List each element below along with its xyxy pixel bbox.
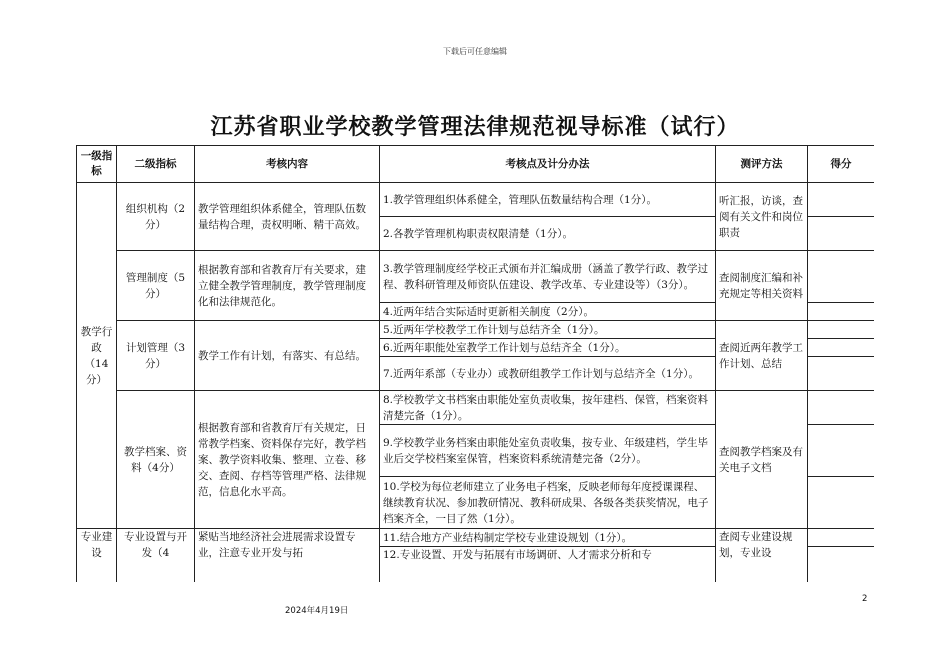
document-title: 江苏省职业学校教学管理法律规范视导标准（试行） <box>210 114 740 140</box>
header-points: 考核点及计分办法 <box>380 146 716 183</box>
header-content: 考核内容 <box>195 146 380 183</box>
table-row <box>77 529 875 547</box>
header-score: 得分 <box>808 146 875 183</box>
header-note: 下载后可任意编辑 <box>443 47 507 56</box>
content-cell: 教学管理组织体系健全，管理队伍数量结构合理，责权明晰、精干高效。 <box>195 183 380 251</box>
method-cell: 查阅教学档案及有关电子文档 <box>716 391 808 529</box>
point-cell: 5.近两年学校教学工作计划与总结齐全（1分）。 <box>380 321 716 339</box>
content-cell: 教学工作有计划，有落实、有总结。 <box>195 321 380 391</box>
point-cell: 4.近两年结合实际适时更新相关制度（2分）。 <box>380 303 716 321</box>
level2-cell: 教学档案、资料（4分） <box>117 391 195 529</box>
score-cell[interactable] <box>808 529 875 547</box>
level2-cell: 专业设置与开发（4 <box>117 529 195 583</box>
standards-table-area <box>76 145 874 582</box>
page-number: 2 <box>862 594 868 604</box>
table-header-row <box>77 146 875 183</box>
content-cell: 根据教育部和省教育厅有关要求，建立健全教学管理制度，教学管理制度化和法律规范化。 <box>195 251 380 321</box>
point-cell: 10.学校为每位老师建立了业务电子档案，反映老师每年度授课课程、继续教育状况、参加教研情况、教科研成果、各级各类获奖情况，电子档案齐全，一目了然（1分）。 <box>380 477 716 529</box>
method-cell: 听汇报，访谈，查阅有关文件和岗位职责 <box>716 183 808 251</box>
method-cell: 查阅专业建设规划，专业设 <box>716 529 808 583</box>
content-cell: 紧贴当地经济社会进展需求设置专业，注意专业开发与拓 <box>195 529 380 583</box>
level2-cell: 管理制度（5分） <box>117 251 195 321</box>
table-row <box>77 321 875 339</box>
score-cell[interactable] <box>808 547 875 583</box>
score-cell[interactable] <box>808 183 875 217</box>
score-cell[interactable] <box>808 339 875 357</box>
point-cell: 8.学校教学文书档案由职能处室负责收集，按年建档、保管，档案资料清楚完备（1分）。 <box>380 391 716 425</box>
standards-table <box>76 145 874 582</box>
score-cell[interactable] <box>808 321 875 339</box>
point-cell: 7.近两年系部（专业办）或教研组教学工作计划与总结齐全（1分）。 <box>380 357 716 391</box>
table-row <box>77 251 875 303</box>
point-cell: 1.教学管理组织体系健全，管理队伍数量结构合理（1分）。 <box>380 183 716 217</box>
footer-date: 2024年4月19日 <box>285 606 349 616</box>
level2-cell: 组织机构（2分） <box>117 183 195 251</box>
point-cell: 11.结合地方产业结构制定学校专业建设规划（1分）。 <box>380 529 716 547</box>
point-cell: 6.近两年职能处室教学工作计划与总结齐全（1分）。 <box>380 339 716 357</box>
score-cell[interactable] <box>808 425 875 477</box>
score-cell[interactable] <box>808 303 875 321</box>
level2-cell: 计划管理（3分） <box>117 321 195 391</box>
point-cell: 3.教学管理制度经学校正式颁布并汇编成册（涵盖了教学行政、教学过程、教科研管理及师资队伍建设、教学改革、专业建设等）（3分）。 <box>380 251 716 303</box>
score-cell[interactable] <box>808 391 875 425</box>
score-cell[interactable] <box>808 251 875 303</box>
header-method: 测评方法 <box>716 146 808 183</box>
content-cell: 根据教育部和省教育厅有关规定，日常教学档案、资料保存完好，教学档案、教学资料收集、整理、立卷、移交、查阅、存档等管理严格、法律规范，信息化水平高。 <box>195 391 380 529</box>
point-cell: 12.专业设置、开发与拓展有市场调研、人才需求分析和专 <box>380 547 716 583</box>
method-cell: 查阅近两年教学工作计划、总结 <box>716 321 808 391</box>
score-cell[interactable] <box>808 477 875 529</box>
level1-cell: 教学行政（14分） <box>77 183 117 529</box>
score-cell[interactable] <box>808 217 875 251</box>
header-level2: 二级指标 <box>117 146 195 183</box>
score-cell[interactable] <box>808 357 875 391</box>
point-cell: 2.各教学管理机构职责权限清楚（1分）。 <box>380 217 716 251</box>
header-level1: 一级指标 <box>77 146 117 183</box>
method-cell: 查阅制度汇编和补充规定等相关资料 <box>716 251 808 321</box>
level1-cell: 专业建设 <box>77 529 117 583</box>
point-cell: 9.学校教学业务档案由职能处室负责收集，按专业、年级建档，学生毕业后交学校档案室保管，档案资料系统清楚完备（2分）。 <box>380 425 716 477</box>
table-row <box>77 183 875 217</box>
table-row <box>77 391 875 425</box>
